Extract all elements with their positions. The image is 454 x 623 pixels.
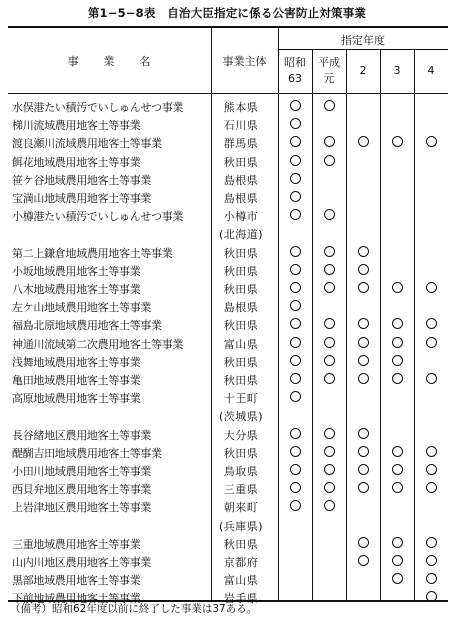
designated-circle-icon — [324, 500, 335, 511]
table-title: 第1−5−8表 自治大臣指定に係る公害防止対策事業 — [87, 6, 367, 20]
project-name-cell: 宝満山地域農用地客土等事業 — [12, 192, 152, 205]
project-name-cell: 八木地域農用地客土等事業 — [12, 283, 141, 296]
designated-circle-icon — [290, 373, 301, 384]
entity-cell: 十王町 — [223, 392, 259, 406]
project-name-cell: 醍醐吉田地域農用地客土等事業 — [12, 446, 162, 460]
entity-cell: 大分県 — [223, 428, 259, 442]
designated-circle-icon — [324, 209, 335, 220]
designated-circle-icon — [426, 537, 437, 548]
entity-cell: 朝来町 — [223, 501, 259, 515]
designated-circle-icon — [290, 428, 301, 439]
designated-circle-icon — [290, 155, 301, 166]
designated-circle-icon — [290, 282, 301, 293]
table-row — [8, 516, 448, 535]
designated-circle-icon — [392, 537, 403, 548]
designated-circle-icon — [358, 246, 369, 257]
designated-circle-icon — [324, 318, 335, 329]
designated-circle-icon — [358, 446, 369, 457]
designated-circle-icon — [358, 264, 369, 275]
entity-cell: 富山県 — [223, 337, 259, 351]
designated-circle-icon — [392, 337, 403, 348]
designated-circle-icon — [324, 155, 335, 166]
entity-cell: 岩手県 — [223, 592, 259, 606]
designated-circle-icon — [426, 482, 437, 493]
project-name-cell: 上岩津地区農用地客土等事業 — [12, 501, 152, 515]
designated-circle-icon — [426, 555, 437, 566]
table-row — [8, 133, 448, 152]
project-name-cell: 左ケ山地域農用地客土等事業 — [12, 301, 152, 315]
project-name-cell: 亀田地域農用地客土等事業 — [12, 374, 141, 387]
table-row — [8, 279, 448, 298]
designated-circle-icon — [324, 282, 335, 293]
designated-circle-icon — [290, 191, 301, 202]
table-row — [8, 297, 448, 316]
project-name-cell: 餌花地域農用地客土等事業 — [12, 155, 141, 169]
designated-circle-icon — [290, 482, 301, 493]
designated-circle-icon — [358, 555, 369, 566]
header-designated-year: 指定年度 — [341, 34, 385, 47]
designated-circle-icon — [392, 282, 403, 293]
designated-circle-icon — [358, 337, 369, 348]
entity-cell: 島根県 — [223, 301, 259, 315]
project-name-cell: 山内川地区農用地客土等事業 — [12, 556, 152, 569]
project-name-cell: 第二上鎌倉地域農用地客土等事業 — [12, 246, 173, 260]
header-year-2: 2 — [359, 64, 367, 77]
project-name-cell: 笹ケ谷地域農用地客土等事業 — [12, 173, 152, 187]
designated-circle-icon — [290, 118, 301, 129]
designated-circle-icon — [324, 482, 335, 493]
entity-cell: 秋田県 — [223, 374, 259, 387]
entity-cell: 群馬県 — [223, 137, 259, 151]
table-row — [8, 334, 448, 353]
entity-cell: 熊本県 — [223, 101, 259, 114]
designated-circle-icon — [358, 355, 369, 366]
designated-circle-icon — [392, 555, 403, 566]
designated-circle-icon — [324, 373, 335, 384]
project-name-cell: 浅舞地域農用地客土等事業 — [12, 355, 141, 369]
table-row — [8, 552, 448, 571]
designated-circle-icon — [290, 446, 301, 457]
entity-cell: 秋田県 — [223, 264, 259, 278]
table-row — [8, 497, 448, 516]
entity-cell: 秋田県 — [223, 319, 259, 333]
designated-circle-icon — [358, 136, 369, 147]
table-row — [8, 97, 448, 116]
table-row — [8, 534, 448, 553]
designated-circle-icon — [290, 246, 301, 257]
designated-circle-icon — [358, 282, 369, 293]
designated-circle-icon — [324, 464, 335, 475]
project-name-cell: 渡良瀬川流域農用地客土等事業 — [12, 137, 162, 151]
header-rule — [8, 93, 448, 94]
designated-circle-icon — [358, 428, 369, 439]
designated-circle-icon — [324, 428, 335, 439]
entity-cell: 秋田県 — [223, 446, 259, 460]
entity-cell: 鳥取県 — [223, 465, 259, 478]
header-year-3: 3 — [393, 64, 401, 77]
project-name-cell: 小田川地域農用地客土等事業 — [12, 465, 152, 478]
table-row — [8, 406, 448, 425]
designated-circle-icon — [392, 573, 403, 584]
entity-cell: 秋田県 — [223, 537, 259, 551]
table-row — [8, 188, 448, 207]
designated-circle-icon — [290, 337, 301, 348]
entity-cell: 秋田県 — [223, 155, 259, 169]
designated-circle-icon — [392, 373, 403, 384]
designated-circle-icon — [290, 355, 301, 366]
designated-circle-icon — [290, 136, 301, 147]
project-name-cell: 小樽港たい積汚でいしゅんせつ事業 — [12, 210, 184, 224]
designated-circle-icon — [290, 100, 301, 111]
footnote: （備考）昭和62年度以前に終了した事業は37ある。 — [10, 603, 258, 615]
entity-cell: 秋田県 — [223, 355, 259, 369]
project-name-cell: 三重地域農用地客土等事業 — [12, 537, 141, 551]
designated-circle-icon — [426, 337, 437, 348]
designated-circle-icon — [358, 482, 369, 493]
entity-cell: 小樽市 — [223, 210, 259, 224]
header-year-4: 4 — [427, 64, 435, 77]
designated-circle-icon — [426, 446, 437, 457]
table-row — [8, 443, 448, 462]
table-row — [8, 206, 448, 225]
table-row — [8, 479, 448, 498]
designated-circle-icon — [392, 355, 403, 366]
designated-circle-icon — [358, 537, 369, 548]
designated-circle-icon — [392, 482, 403, 493]
designated-circle-icon — [290, 173, 301, 184]
entity-cell: (茨城県) — [218, 410, 264, 424]
entity-cell: 石川県 — [223, 119, 259, 133]
designated-circle-icon — [290, 318, 301, 329]
table-row — [8, 152, 448, 171]
project-name-cell: 下前地域農用地客土等事業 — [12, 592, 141, 606]
designated-circle-icon — [290, 500, 301, 511]
designated-circle-icon — [392, 446, 403, 457]
designated-circle-icon — [426, 373, 437, 384]
designated-circle-icon — [324, 355, 335, 366]
project-name-cell: 福島北原地域農用地客土等事業 — [12, 319, 162, 333]
project-name-cell: 神通川流域第二次農用地客土等事業 — [12, 337, 184, 351]
designated-circle-icon — [426, 318, 437, 329]
table-row — [8, 425, 448, 444]
designated-circle-icon — [358, 464, 369, 475]
designated-circle-icon — [290, 391, 301, 402]
entity-cell: (北海道) — [218, 228, 264, 242]
entity-cell: 島根県 — [223, 192, 259, 205]
designated-circle-icon — [324, 136, 335, 147]
designated-circle-icon — [358, 373, 369, 384]
designated-circle-icon — [324, 337, 335, 348]
table-row — [8, 570, 448, 589]
header-rule — [278, 49, 448, 50]
designated-circle-icon — [392, 464, 403, 475]
entity-cell: 三重県 — [223, 483, 259, 497]
designated-circle-icon — [426, 573, 437, 584]
project-name-cell: 小坂地域農用地客土等事業 — [12, 264, 141, 278]
header-project-name: 事 業 名 — [67, 55, 152, 68]
designated-circle-icon — [392, 136, 403, 147]
designated-circle-icon — [392, 318, 403, 329]
designated-circle-icon — [290, 300, 301, 311]
table-row — [8, 370, 448, 389]
entity-cell: 京都府 — [223, 556, 259, 569]
designated-circle-icon — [290, 464, 301, 475]
entity-cell: (兵庫県) — [218, 519, 264, 533]
designated-circle-icon — [426, 464, 437, 475]
table-row — [8, 352, 448, 371]
header-entity: 事業主体 — [222, 55, 267, 68]
table-row — [8, 261, 448, 280]
table-row — [8, 243, 448, 262]
project-name-cell: 西貝弁地区農用地客土等事業 — [12, 483, 152, 497]
project-name-cell: 長谷緒地区農用地客土等事業 — [12, 428, 152, 442]
designated-circle-icon — [426, 136, 437, 147]
table-row — [8, 315, 448, 334]
entity-cell: 富山県 — [223, 574, 259, 588]
designated-circle-icon — [290, 264, 301, 275]
project-name-cell: 水俣港たい積汚でいしゅんせつ事業 — [12, 101, 184, 114]
designated-circle-icon — [324, 446, 335, 457]
project-name-cell: 梯川流域農用地客土等事業 — [12, 119, 141, 133]
entity-cell: 秋田県 — [223, 246, 259, 260]
designated-circle-icon — [426, 282, 437, 293]
entity-cell: 島根県 — [223, 173, 259, 187]
designated-circle-icon — [324, 264, 335, 275]
project-name-cell: 高原地域農用地客土等事業 — [12, 392, 141, 406]
designated-circle-icon — [290, 209, 301, 220]
designated-circle-icon — [358, 318, 369, 329]
table-row — [8, 170, 448, 189]
table-row — [8, 461, 448, 480]
designated-circle-icon — [324, 100, 335, 111]
entity-cell: 秋田県 — [223, 283, 259, 296]
project-name-cell: 黒部地域農用地客土等事業 — [12, 574, 141, 588]
designation-table — [8, 26, 448, 606]
header-year-h1: 平成 元 — [318, 56, 340, 85]
table-row — [8, 115, 448, 134]
designated-circle-icon — [324, 246, 335, 257]
table-row — [8, 388, 448, 407]
table-row — [8, 224, 448, 243]
designated-circle-icon — [426, 591, 437, 602]
header-year-s63: 昭和 63 — [284, 56, 306, 85]
